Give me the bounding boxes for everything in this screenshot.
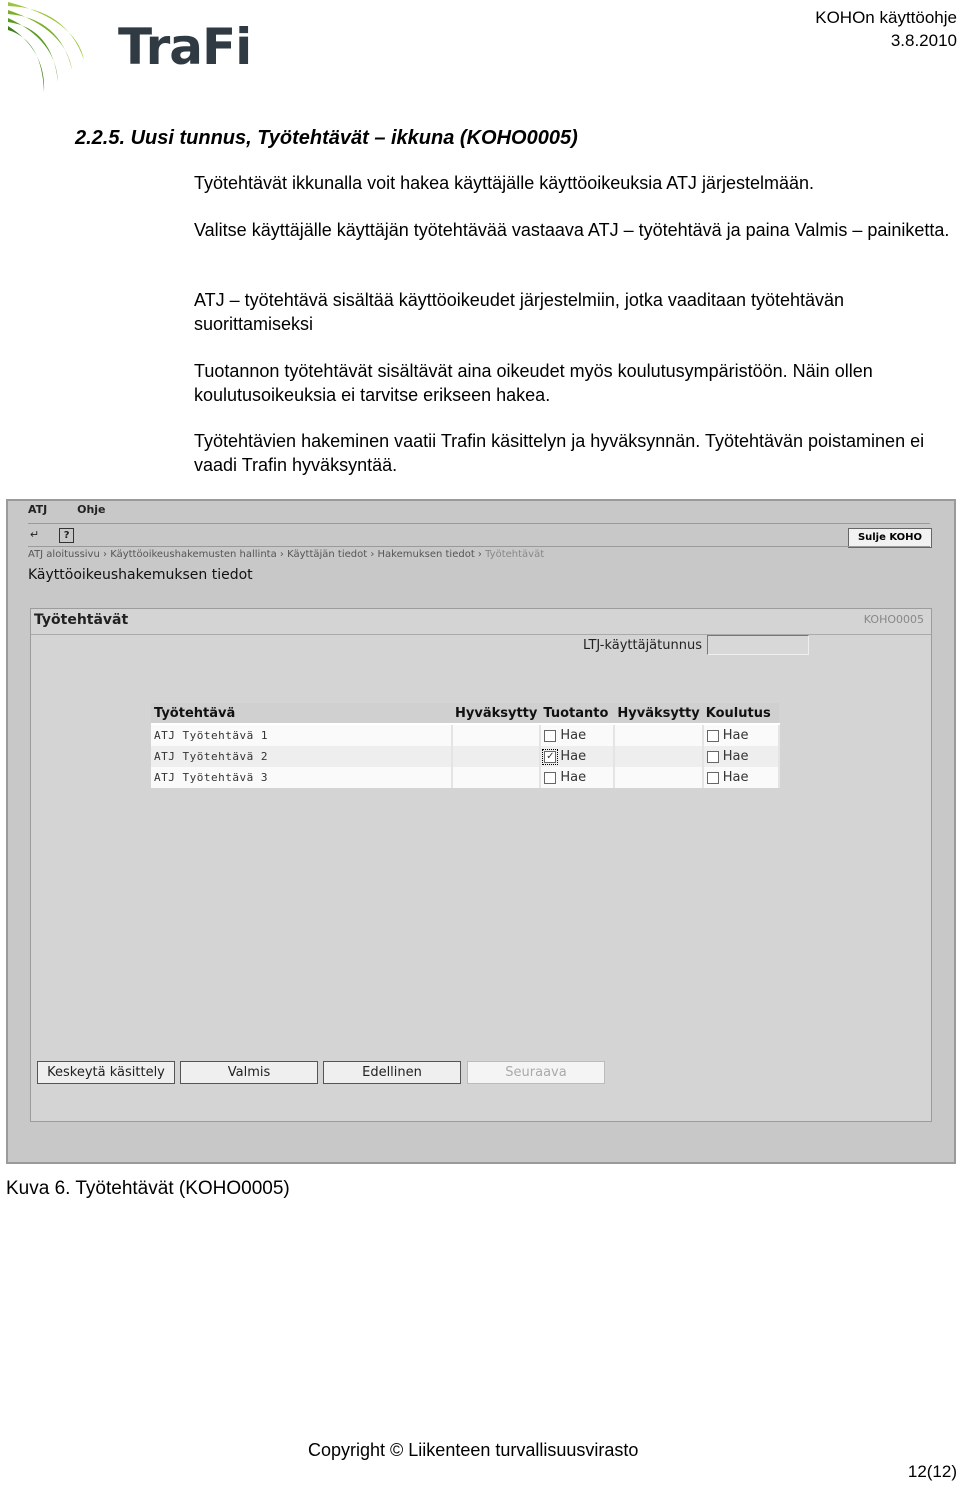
toolbar [28,527,88,543]
training-checkbox[interactable] [707,730,719,742]
task-name: ATJ Työtehtävä 2 [151,746,452,767]
app-screenshot [6,499,956,1164]
back-arrow-icon[interactable]: ↵ [29,528,40,541]
breadcrumb-link-kayttajan-tiedot[interactable]: Käyttäjän tiedot [287,549,368,560]
menu-item-atj[interactable]: ATJ [28,503,48,516]
figure-caption: Kuva 6. Työtehtävät (KOHO0005) [6,1178,290,1199]
keskeyta-kasittely-button[interactable]: Keskeytä käsittely [37,1061,175,1084]
task-name: ATJ Työtehtävä 1 [151,724,452,746]
table-row [151,767,779,788]
column-header-hyvaksytty-tuotanto: Hyväksytty [452,703,540,724]
training-checkbox-label: Hae [722,770,749,785]
column-header-hyvaksytty-koulutus: Hyväksytty [614,703,702,724]
copyright-footer: Copyright © Liikenteen turvallisuusvirasto [308,1440,639,1460]
logo-wordmark: TraFi [118,18,252,76]
production-checkbox-label: Hae [560,728,587,743]
document-title: KOHOn käyttöohje [815,8,957,27]
production-checkbox[interactable] [544,772,556,784]
training-cell [703,724,779,746]
production-checkbox-label: Hae [560,749,587,764]
training-checkbox-label: Hae [722,749,749,764]
trafi-logo [6,0,252,96]
training-cell [703,746,779,767]
help-icon[interactable]: ? [59,528,74,543]
breadcrumb-link-hakemusten-hallinta[interactable]: Käyttöoikeushakemusten hallinta [110,549,277,560]
breadcrumb-current: Työtehtävät [485,549,545,560]
training-checkbox[interactable] [707,751,719,763]
panel-title: Työtehtävät [34,612,129,628]
breadcrumb: ATJ aloitussivu › Käyttöoikeushakemusten hallinta › Käyttäjän tiedot › Hakemuksen tiedot › Työtehtävät [28,549,545,560]
training-checkbox[interactable] [707,772,719,784]
task-table [151,703,780,788]
ltj-username-input[interactable] [707,635,809,655]
approved-training-cell [614,767,702,788]
production-checkbox-label: Hae [560,770,587,785]
production-cell [540,767,614,788]
production-checkbox[interactable]: ✓ [546,750,555,762]
approved-production-cell [452,746,540,767]
menu-divider [28,523,930,524]
approved-production-cell [452,724,540,746]
task-name: ATJ Työtehtävä 3 [151,767,452,788]
page-number: 12(12) [907,1462,957,1481]
paragraph-3: ATJ – työtehtävä sisältää käyttöoikeudet järjestelmiin, jotka vaaditaan työtehtävän suorittamiseksi [194,290,845,334]
edellinen-button[interactable]: Edellinen [323,1061,461,1084]
page-title: Käyttöoikeushakemuksen tiedot [28,567,253,583]
logo-swoosh-icon [6,0,116,96]
paragraph-5: Työtehtävien hakeminen vaatii Trafin käsittelyn ja hyväksynnän. Työtehtävän poistaminen ei vaadi Trafin hyväksyntää. [194,431,925,475]
screen-code: KOHO0005 [863,613,924,626]
menu-bar [28,503,132,516]
column-header-tyotehtava: Työtehtävä [151,703,452,724]
paragraph-4: Tuotannon työtehtävät sisältävät aina oikeudet myös koulutusympäristöön. Näin ollen koulutusoikeuksia ei tarvitse erikseen hakea. [194,361,873,405]
training-cell [703,767,779,788]
approved-production-cell [452,767,540,788]
table-row [151,746,779,767]
section-heading: 2.2.5. Uusi tunnus, Työtehtävät – ikkuna (KOHO0005) [75,127,578,149]
document-date: 3.8.2010 [890,31,957,50]
column-header-tuotanto: Tuotanto [540,703,614,724]
production-cell [540,724,614,746]
approved-training-cell [614,746,702,767]
paragraph-2: Valitse käyttäjälle käyttäjän työtehtävää vastaava ATJ – työtehtävä ja paina Valmis – painiketta. [194,220,950,240]
toolbar-divider [28,546,930,547]
training-checkbox-label: Hae [722,728,749,743]
tyotehtavat-panel [30,608,932,1122]
menu-item-ohje[interactable]: Ohje [77,503,106,516]
breadcrumb-link-atj-aloitussivu[interactable]: ATJ aloitussivu [28,549,100,560]
seuraava-button[interactable]: Seuraava [467,1061,605,1084]
production-checkbox[interactable] [544,730,556,742]
document-header [815,6,957,52]
valmis-button[interactable]: Valmis [180,1061,318,1084]
breadcrumb-link-hakemuksen-tiedot[interactable]: Hakemuksen tiedot [377,549,475,560]
ltj-username-label: LTJ-käyttäjätunnus [583,638,702,653]
column-header-koulutus: Koulutus [703,703,779,724]
production-cell [540,746,614,767]
close-koho-button[interactable]: Sulje KOHO [848,528,932,548]
paragraph-1: Työtehtävät ikkunalla voit hakea käyttäjälle käyttöoikeuksia ATJ järjestelmään. [194,173,814,193]
approved-training-cell [614,724,702,746]
table-row [151,724,779,746]
